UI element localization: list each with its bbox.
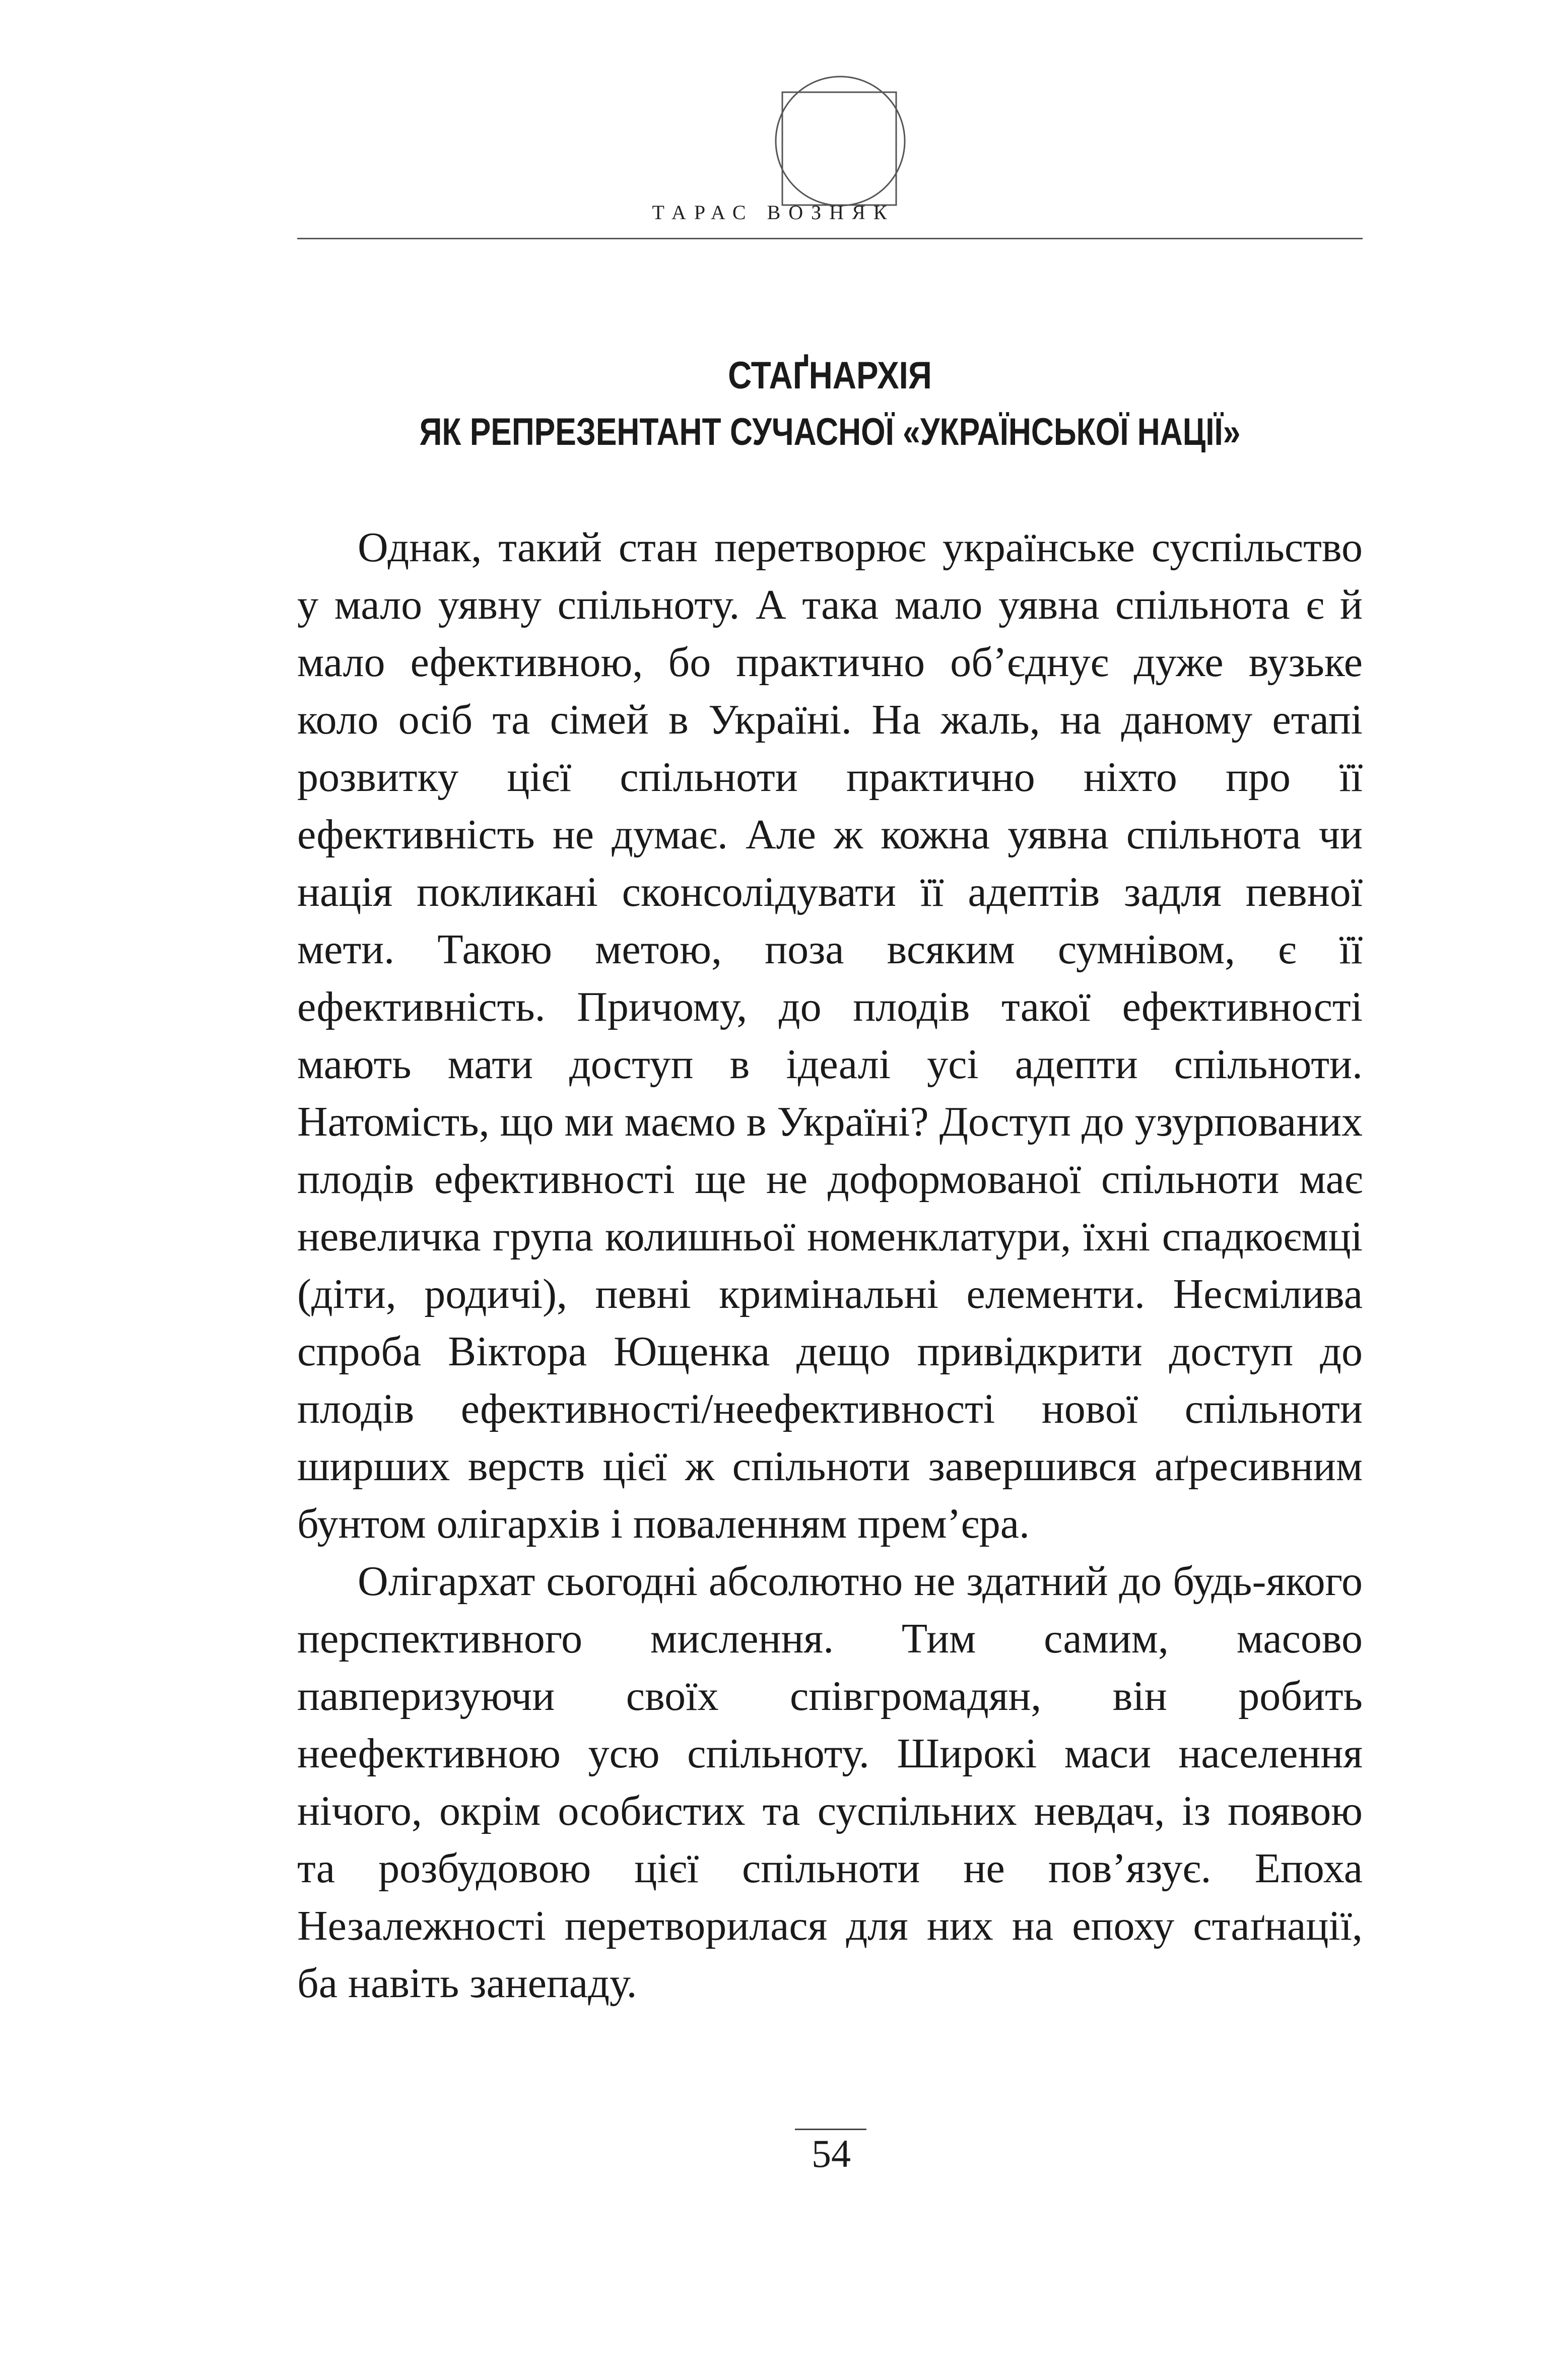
page-number: 54 [812, 2132, 851, 2175]
chapter-title-line-1: СТАҐНАРХІЯ [728, 354, 932, 397]
body-text [297, 519, 1363, 2012]
page-number-rule [795, 2129, 866, 2130]
running-head: ТАРАС ВОЗНЯК [652, 201, 895, 224]
paragraph: Однак, такий стан перетворює українське суспільство у мало уявну спільноту. А така мало уявна спільнота є й мало ефективною, бо практично об’єднує дуже вузьке коло осіб та сімей в Україні. На жаль, на даному етапі розвитку цієї спільноти практично ніхто про її ефективність не думає. Але ж кожна уявна спільнота чи нація покликані сконсолідувати її адептів задля певної мети. Такою метою, поза всяким сумнівом, є її ефективність. Причому, до плодів такої ефективності мають мати доступ в ідеалі усі адепти спільноти. Натомість, що ми маємо в Україні? Доступ до узурпованих плодів ефективності ще не доформованої спільноти має невеличка група колишньої номенклатури, їхні спадкоємці (діти, родичі), певні кримінальні елементи. Несмілива спроба Віктора Ющенка дещо привідкрити доступ до плодів ефективності/неефективності нової спільноти ширших верств цієї ж спільноти завершився аґресивним бунтом олігархів і поваленням прем’єра. [297, 524, 1363, 1547]
chapter-title [297, 348, 1363, 460]
header-rule [297, 238, 1363, 239]
paragraph: Олігархат сьогодні абсолютно не здатний до будь-якого перспективного мислення. Тим самим, масово павперизуючи своїх співгромадян, він робить неефективною усю спільноту. Широкі маси населення нічого, окрім особистих та суспільних невдач, із появою та розбудовою цієї спільноти не пов’язує. Епоха Незалежності перетворилася для них на епоху стаґнації, ба навіть занепаду. [297, 1558, 1363, 2007]
chapter-title-line-2: ЯК РЕПРЕЗЕНТАНТ СУЧАСНОЇ «УКРАЇНСЬКОЇ НАЦІЇ» [419, 411, 1241, 453]
circle-square-emblem-icon [772, 73, 908, 209]
